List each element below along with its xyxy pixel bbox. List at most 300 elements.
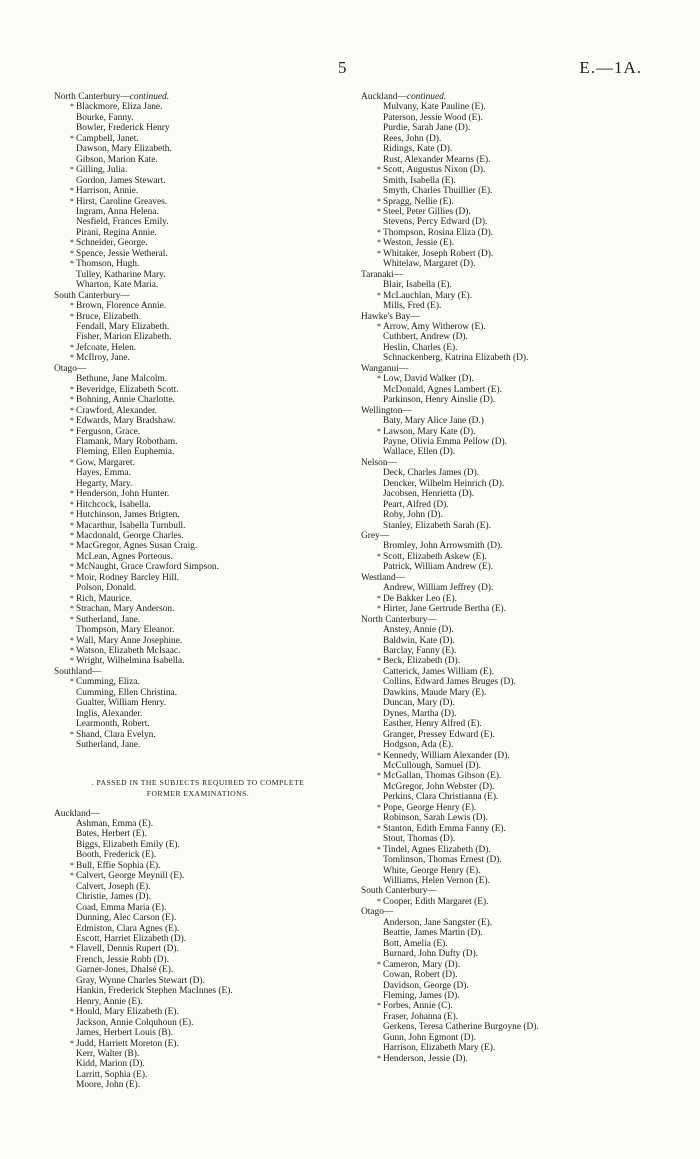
candidate-name: Bowler, Frederick Henry — [76, 123, 170, 134]
candidate-entry — [361, 656, 661, 666]
district-title — [361, 406, 661, 416]
candidate-entry — [361, 1001, 661, 1011]
district-name: Grey— — [361, 531, 390, 542]
district-section — [54, 92, 342, 291]
candidate-entry — [54, 688, 342, 698]
candidate-entry — [54, 976, 342, 986]
candidate-name: Kidd, Marion (D). — [76, 1059, 145, 1070]
candidate-entry — [54, 207, 342, 217]
candidate-name: Roby, John (D). — [383, 510, 443, 521]
candidate-name: McGregor, John Webster (D). — [383, 781, 495, 792]
candidate-entry — [361, 102, 661, 112]
candidate-entry — [54, 573, 342, 583]
candidate-name: McDonald, Agnes Lambert (E). — [383, 384, 502, 395]
candidate-entry — [54, 819, 342, 829]
asterisk-mark: * — [70, 729, 74, 739]
candidate-entry — [361, 144, 661, 154]
asterisk-mark: * — [70, 196, 74, 206]
candidate-entry — [361, 541, 661, 551]
candidate-entry — [361, 740, 661, 750]
district-title — [361, 531, 661, 541]
candidate-entry — [361, 939, 661, 949]
candidate-entry — [361, 771, 661, 781]
candidate-entry — [361, 897, 661, 907]
district-title — [54, 667, 342, 677]
asterisk-mark: * — [70, 238, 74, 248]
candidate-entry — [361, 636, 661, 646]
candidate-name: Booth, Frederick (E). — [76, 850, 157, 861]
district-title — [361, 364, 661, 374]
candidate-entry — [361, 970, 661, 980]
candidate-entry — [361, 197, 661, 207]
candidate-name: Judd, Harriett Moreton (E). — [76, 1038, 179, 1049]
candidate-name: Flavell, Dennis Rupert (D). — [76, 944, 179, 955]
candidate-name: Williams, Helen Vernon (E). — [383, 875, 490, 886]
candidate-entry — [54, 552, 342, 562]
candidate-name: Jacobsen, Henrietta (D). — [383, 489, 475, 500]
candidate-name: Moore, John (E). — [76, 1080, 141, 1091]
candidate-entry — [54, 489, 342, 499]
asterisk-mark: * — [70, 499, 74, 509]
candidate-name: Tulley, Katharine Mary. — [76, 269, 166, 280]
candidate-entry — [54, 165, 342, 175]
candidate-name: Sutherland, Jane. — [76, 740, 141, 751]
candidate-entry — [361, 583, 661, 593]
district-title — [54, 364, 342, 374]
district-section — [361, 406, 661, 458]
candidate-entry — [54, 123, 342, 133]
passed-heading-line1: . PASSED IN THE SUBJECTS REQUIRED TO COMPLETE — [91, 777, 305, 787]
candidate-entry — [361, 322, 661, 332]
candidate-name: Peart, Alfred (D). — [383, 499, 449, 510]
asterisk-mark: * — [377, 551, 381, 561]
candidate-name: Anderson, Jane Sangster (E). — [383, 917, 493, 928]
candidate-name: Calvert, Joseph (E). — [76, 881, 151, 892]
asterisk-mark: * — [70, 489, 74, 499]
asterisk-mark: * — [70, 342, 74, 352]
candidate-name: Whitaker, Joseph Robert (D). — [383, 248, 494, 259]
asterisk-mark: * — [70, 593, 74, 603]
candidate-name: MacGregor, Agnes Susan Craig. — [76, 541, 198, 552]
candidate-name: Crawford, Alexander. — [76, 405, 157, 416]
asterisk-mark: * — [70, 395, 74, 405]
asterisk-mark: * — [70, 384, 74, 394]
candidate-entry — [54, 594, 342, 604]
candidate-entry — [361, 217, 661, 227]
candidate-name: Polson, Donald. — [76, 583, 137, 594]
candidate-name: Jackson, Annie Colquhoun (E). — [76, 1017, 194, 1028]
candidate-name: Sutherland, Jane. — [76, 614, 141, 625]
candidate-name: Wallace, Ellen (D). — [383, 447, 456, 458]
candidate-name: Jefcoate, Helen. — [76, 342, 137, 353]
candidate-name: Macarthur, Isabella Turnbull. — [76, 520, 186, 531]
candidate-name: Whitelaw, Margaret (D). — [383, 259, 476, 270]
district-section — [361, 92, 661, 270]
asterisk-mark: * — [377, 321, 381, 331]
candidate-name: Hirst, Caroline Greaves. — [76, 196, 168, 207]
asterisk-mark: * — [70, 656, 74, 666]
district-name: Taranaki— — [361, 269, 404, 280]
candidate-name: Mills, Fred (E). — [383, 301, 442, 312]
candidate-entry — [361, 928, 661, 938]
right-column — [361, 92, 661, 1064]
district-section — [361, 615, 661, 887]
candidate-name: Stout, Thomas (D). — [383, 834, 456, 845]
candidate-name: Escott, Harriet Elizabeth (D). — [76, 933, 187, 944]
candidate-name: Stanton, Edith Emma Fanny (E). — [383, 823, 506, 834]
candidate-name: Hankin, Frederick Stephen MacInnes (E). — [76, 986, 233, 997]
candidate-entry — [54, 113, 342, 123]
candidate-name: Easther, Henry Alfred (E). — [383, 719, 482, 730]
candidate-name: Fendall, Mary Elizabeth. — [76, 321, 170, 332]
asterisk-mark: * — [377, 1053, 381, 1063]
candidate-name: McLauchlan, Mary (E). — [383, 290, 473, 301]
candidate-name: Baty, Mary Alice Jane (D.) — [383, 416, 484, 427]
candidate-name: Schnackenberg, Katrina Elizabeth (D). — [383, 353, 529, 364]
asterisk-mark: * — [377, 604, 381, 614]
candidate-name: Collins, Edward James Bruges (D). — [383, 677, 516, 688]
candidate-name: Weston, Jessie (E). — [383, 238, 455, 249]
candidate-name: Low, David Walker (D). — [383, 374, 474, 385]
candidate-entry — [361, 1054, 661, 1064]
candidate-entry — [54, 343, 342, 353]
candidate-entry — [54, 1028, 342, 1038]
district-section — [361, 364, 661, 406]
candidate-name: Gow, Margaret. — [76, 457, 135, 468]
candidate-name: White, George Henry (E). — [383, 865, 481, 876]
candidate-name: Rich, Maurice. — [76, 593, 132, 604]
document-reference: E.—1A. — [579, 58, 642, 77]
candidate-entry — [54, 406, 342, 416]
district-section — [54, 291, 342, 364]
candidate-name: Campbell, Janet. — [76, 133, 139, 144]
candidate-name: Burnard, John Dufty (D). — [383, 949, 479, 960]
candidate-name: Wharton, Kate Maria. — [76, 280, 159, 291]
asterisk-mark: * — [70, 165, 74, 175]
candidate-entry — [54, 1018, 342, 1028]
candidate-entry — [54, 913, 342, 923]
candidate-name: Fleming, James (D). — [383, 990, 460, 1001]
asterisk-mark: * — [377, 165, 381, 175]
candidate-entry — [361, 625, 661, 635]
candidate-name: Lawson, Mary Kate (D). — [383, 426, 476, 437]
candidate-entry — [361, 824, 661, 834]
candidate-name: Gerkens, Teresa Catherine Burgoyne (D). — [383, 1022, 539, 1033]
asterisk-mark: * — [377, 771, 381, 781]
candidate-name: Wright, Wilhelmina Isabella. — [76, 656, 185, 667]
candidate-entry — [54, 1080, 342, 1090]
asterisk-mark: * — [70, 677, 74, 687]
candidate-name: Davidson, George (D). — [383, 980, 469, 991]
candidate-name: Coad, Emma Maria (E). — [76, 902, 167, 913]
candidate-entry — [54, 197, 342, 207]
district-name: Auckland— — [361, 92, 407, 102]
candidate-entry — [54, 986, 342, 996]
candidate-entry — [54, 740, 342, 750]
candidate-name: Steel, Peter Gillies (D). — [383, 206, 471, 217]
candidate-entry — [54, 924, 342, 934]
candidate-name: McCullough, Samuel (D). — [383, 761, 481, 771]
candidate-entry — [361, 855, 661, 865]
district-title — [54, 92, 342, 102]
candidate-name: McGallan, Thomas Gibson (E). — [383, 771, 502, 782]
left-top-sections — [54, 92, 342, 751]
candidate-name: Thompson, Rosina Eliza (D). — [383, 227, 494, 238]
candidate-entry — [54, 829, 342, 839]
candidate-name: Andrew, William Jeffrey (D). — [383, 583, 494, 594]
candidate-name: Fraser, Johanna (E). — [383, 1011, 459, 1022]
candidate-entry — [361, 667, 661, 677]
asterisk-mark: * — [377, 426, 381, 436]
candidate-entry — [361, 437, 661, 447]
asterisk-mark: * — [377, 750, 381, 760]
candidate-entry — [54, 458, 342, 468]
candidate-entry — [54, 698, 342, 708]
candidate-entry — [361, 238, 661, 248]
district-section — [361, 458, 661, 531]
candidate-entry — [54, 583, 342, 593]
candidate-name: Henderson, John Hunter. — [76, 489, 170, 500]
candidate-entry — [54, 521, 342, 531]
asterisk-mark: * — [70, 646, 74, 656]
candidate-name: Calvert, George Meynill (E). — [76, 871, 185, 882]
candidate-name: Christie, James (D). — [76, 892, 151, 903]
asterisk-mark: * — [377, 959, 381, 969]
asterisk-mark: * — [377, 374, 381, 384]
asterisk-mark: * — [377, 196, 381, 206]
candidate-name: Dawkins, Maude Mary (E). — [383, 687, 487, 698]
candidate-entry — [361, 123, 661, 133]
candidate-entry — [361, 447, 661, 457]
candidate-entry — [54, 730, 342, 740]
candidate-entry — [361, 176, 661, 186]
candidate-name: Gunn, John Egmont (D). — [383, 1032, 476, 1043]
district-section — [54, 364, 342, 667]
candidate-name: Gordon, James Stewart. — [76, 175, 166, 186]
district-title — [361, 886, 661, 896]
candidate-name: Blackmore, Eliza Jane. — [76, 102, 163, 113]
candidate-entry — [54, 903, 342, 913]
candidate-name: McLean, Agnes Porteous. — [76, 551, 173, 562]
candidate-name: Henry, Annie (E). — [76, 996, 143, 1007]
district-title — [361, 312, 661, 322]
candidate-name: Dawson, Mary Elizabeth. — [76, 144, 172, 155]
candidate-entry — [361, 698, 661, 708]
asterisk-mark: * — [70, 259, 74, 269]
candidate-entry — [361, 1012, 661, 1022]
candidate-name: Barclay, Fanny (E). — [383, 646, 457, 657]
candidate-entry — [54, 615, 342, 625]
candidate-entry — [54, 301, 342, 311]
candidate-name: Heslin, Charles (E). — [383, 342, 458, 353]
candidate-name: Hould, Mary Elizabeth (E). — [76, 1007, 179, 1018]
candidate-entry — [361, 416, 661, 426]
candidate-entry — [54, 500, 342, 510]
candidate-entry — [54, 416, 342, 426]
candidate-entry — [54, 944, 342, 954]
district-name: Wanganui— — [361, 363, 409, 374]
candidate-name: Ridings, Kate (D). — [383, 144, 453, 155]
candidate-name: French, Jessie Robb (D). — [76, 954, 169, 965]
candidate-entry — [361, 991, 661, 1001]
asterisk-mark: * — [70, 531, 74, 541]
candidate-entry — [54, 385, 342, 395]
candidate-name: Deck, Charles James (D). — [383, 468, 480, 479]
district-section — [54, 667, 342, 751]
candidate-entry — [361, 677, 661, 687]
candidate-name: Dunning, Alec Carson (E). — [76, 913, 177, 924]
candidate-entry — [54, 322, 342, 332]
candidate-name: Perkins, Clara Christianna (E). — [383, 792, 499, 803]
candidate-entry — [54, 238, 342, 248]
candidate-entry — [54, 850, 342, 860]
candidate-entry — [361, 730, 661, 740]
district-name: Nelson— — [361, 457, 397, 468]
asterisk-mark: * — [377, 844, 381, 854]
asterisk-mark: * — [70, 860, 74, 870]
candidate-name: Blair, Isabella (E). — [383, 280, 452, 291]
candidate-entry — [361, 866, 661, 876]
candidate-entry — [361, 876, 661, 886]
district-section — [361, 886, 661, 907]
district-section — [54, 809, 342, 1091]
asterisk-mark: * — [377, 823, 381, 833]
candidate-entry — [361, 207, 661, 217]
candidate-name: Cumming, Eliza. — [76, 677, 140, 688]
candidate-entry — [54, 270, 342, 280]
candidate-entry — [361, 291, 661, 301]
candidate-entry — [54, 186, 342, 196]
district-title — [361, 573, 661, 583]
candidate-name: Parkinson, Henry Ainslie (D). — [383, 395, 496, 406]
candidate-name: Beveridge, Elizabeth Scott. — [76, 384, 179, 395]
candidate-name: Gray, Wynne Charles Stewart (D). — [76, 975, 205, 986]
candidate-name: Anstey, Annie (D). — [383, 625, 454, 636]
district-name: South Canterbury— — [361, 886, 437, 897]
candidate-entry — [54, 155, 342, 165]
candidate-entry — [361, 134, 661, 144]
candidate-entry — [54, 468, 342, 478]
candidate-name: Pope, George Henry (E). — [383, 802, 477, 813]
candidate-name: James, Herbert Louis (B). — [76, 1028, 174, 1039]
candidate-entry — [361, 960, 661, 970]
candidate-entry — [54, 427, 342, 437]
candidate-entry — [361, 845, 661, 855]
candidate-name: Gualter, William Henry. — [76, 698, 167, 709]
candidate-entry — [361, 688, 661, 698]
candidate-name: Hutchinson, James Brigten. — [76, 510, 180, 521]
candidate-entry — [361, 259, 661, 269]
candidate-entry — [361, 761, 661, 771]
candidate-entry — [361, 1033, 661, 1043]
candidate-entry — [54, 437, 342, 447]
asterisk-mark: * — [70, 1038, 74, 1048]
candidate-name: Bates, Herbert (E). — [76, 829, 147, 840]
candidate-name: Hitchcock, Isabella. — [76, 499, 151, 510]
candidate-entry — [54, 934, 342, 944]
candidate-entry — [361, 374, 661, 384]
district-section — [361, 573, 661, 615]
candidate-name: Beattie, James Martin (D). — [383, 928, 483, 939]
candidate-name: Henderson, Jessie (D). — [383, 1053, 468, 1064]
district-name: North Canterbury— — [361, 614, 437, 625]
asterisk-mark: * — [70, 186, 74, 196]
asterisk-mark: * — [70, 133, 74, 143]
candidate-entry — [54, 1049, 342, 1059]
candidate-entry — [54, 625, 342, 635]
candidate-name: Mulvany, Kate Pauline (E). — [383, 102, 486, 113]
candidate-name: Stevens, Percy Edward (D). — [383, 217, 488, 228]
candidate-name: Moir, Rodney Barcley Hill. — [76, 572, 179, 583]
candidate-name: Duncan, Mary (D). — [383, 698, 455, 709]
candidate-entry — [361, 709, 661, 719]
candidate-entry — [361, 719, 661, 729]
candidate-name: Wall, Mary Anne Josephine. — [76, 635, 183, 646]
candidate-name: Beck, Elizabeth (D). — [383, 656, 461, 667]
continued-label: continued. — [129, 92, 170, 102]
asterisk-mark: * — [70, 635, 74, 645]
asterisk-mark: * — [70, 457, 74, 467]
district-title — [361, 907, 661, 917]
candidate-entry — [54, 332, 342, 342]
candidate-entry — [54, 882, 342, 892]
district-section — [361, 907, 661, 1064]
candidate-name: Pirani, Regina Annie. — [76, 227, 157, 238]
candidate-name: Harrison, Annie. — [76, 186, 139, 197]
candidate-entry — [361, 165, 661, 175]
candidate-name: Stanley, Elizabeth Sarah (E). — [383, 520, 491, 531]
candidate-name: Garner-Jones, Dhalsé (E). — [76, 965, 174, 976]
candidate-name: Spence, Jessie Wetheral. — [76, 248, 168, 259]
asterisk-mark: * — [70, 614, 74, 624]
candidate-name: Learmonth, Robert. — [76, 719, 150, 730]
candidate-name: Bott, Amelia (E). — [383, 938, 448, 949]
candidate-name: Bull, Effie Sophia (E). — [76, 860, 161, 871]
candidate-entry — [54, 965, 342, 975]
district-title — [54, 809, 342, 819]
candidate-name: Hegarty, Mary. — [76, 478, 133, 489]
candidate-entry — [54, 677, 342, 687]
district-name: Auckland— — [54, 808, 100, 819]
candidate-entry — [361, 1022, 661, 1032]
candidate-entry — [54, 604, 342, 614]
candidate-entry — [361, 510, 661, 520]
candidate-name: Fleming, Ellen Euphemia. — [76, 447, 175, 458]
candidate-name: Dynes, Martha (D). — [383, 708, 457, 719]
candidate-name: Ferguson, Grace. — [76, 426, 141, 437]
candidate-entry — [361, 301, 661, 311]
candidate-entry — [54, 997, 342, 1007]
candidate-entry — [361, 782, 661, 792]
asterisk-mark: * — [377, 802, 381, 812]
candidate-name: Cumming, Ellen Christina. — [76, 687, 178, 698]
candidate-name: Cooper, Edith Margaret (E). — [383, 896, 489, 907]
candidate-entry — [361, 646, 661, 656]
candidate-name: Smyth, Charles Thuillier (E). — [383, 186, 493, 197]
candidate-name: McNaught, Grace Crawford Simpson. — [76, 562, 219, 573]
candidate-entry — [361, 395, 661, 405]
asterisk-mark: * — [377, 290, 381, 300]
candidate-entry — [361, 280, 661, 290]
candidate-name: Bruce, Elizabeth. — [76, 311, 141, 322]
district-section — [361, 531, 661, 573]
candidate-name: De Bakker Leo (E). — [383, 593, 457, 604]
district-title — [54, 291, 342, 301]
continued-label: continued. — [406, 92, 447, 102]
candidate-entry — [54, 312, 342, 322]
asterisk-mark: * — [70, 416, 74, 426]
candidate-entry — [54, 840, 342, 850]
